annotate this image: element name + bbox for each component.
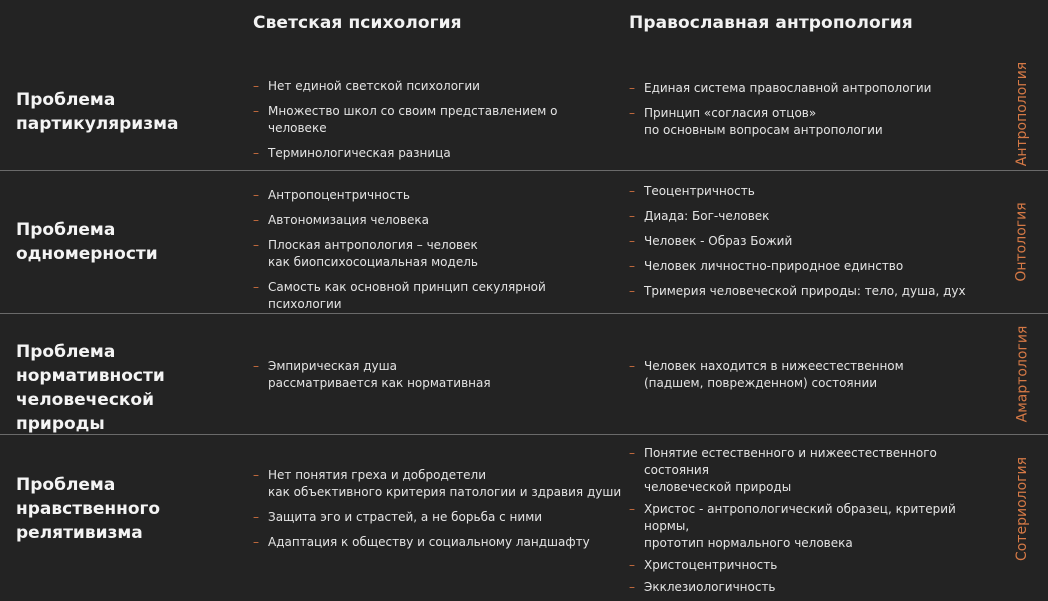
category-label: Антропология (1014, 61, 1031, 167)
list-item: – Эмпирическая душа рассматривается как нормативная (253, 359, 491, 390)
list-item: – Самость как основной принцип секулярной психологии (253, 280, 546, 311)
list-item: – Тримерия человеческой природы: тело, душа, дух (629, 284, 966, 298)
row-normativity (0, 314, 1048, 434)
list-item: – Защита эго и страстей, а не борьба с ними (253, 510, 543, 524)
list-item: – Человек - Образ Божий (629, 234, 793, 248)
problem-title: Проблема одномерности (16, 220, 158, 264)
list-item: – Автономизация человека (253, 213, 429, 227)
list-item: – Множество школ со своим представлением о человеке (253, 104, 558, 135)
problem-title: Проблема нравственного релятивизма (16, 475, 161, 543)
list-item: – Человек находится в нижеестественном (падшем, поврежденном) состоянии (629, 359, 904, 390)
dash-bullet-icon: – (629, 359, 635, 373)
orthodox-list (629, 358, 999, 400)
dash-bullet-icon: – (253, 146, 259, 160)
list-item: – Нет понятия греха и добродетели как объективного критерия патологии и здравия души (253, 468, 622, 499)
list-item: – Антропоцентричность (253, 188, 410, 202)
dash-bullet-icon: – (629, 446, 635, 460)
dash-bullet-icon: – (629, 580, 635, 594)
category-label: Амартология (1014, 325, 1030, 423)
list-item: – Христос - антропологический образец, критерий нормы, прототип нормального человека (629, 502, 956, 550)
dash-bullet-icon: – (629, 209, 635, 223)
list-item: – Человек личностно-природное единство (629, 259, 904, 273)
dash-bullet-icon: – (253, 213, 259, 227)
list-item: – Теоцентричность (629, 184, 755, 198)
column-header-secular: Светская психология (253, 13, 462, 33)
list-item: – Экклезиологичность (629, 580, 776, 594)
row-moral-relativism (0, 435, 1048, 594)
list-item: – Диада: Бог-человек (629, 209, 770, 223)
dash-bullet-icon: – (253, 510, 259, 524)
row-particularism (0, 58, 1048, 170)
list-item: – Единая система православной антропологии (629, 81, 932, 95)
orthodox-list (629, 183, 999, 308)
orthodox-list (629, 80, 999, 147)
dash-bullet-icon: – (629, 502, 635, 516)
row-one-dimensionality (0, 171, 1048, 313)
orthodox-list (629, 445, 1004, 601)
dash-bullet-icon: – (629, 259, 635, 273)
dash-bullet-icon: – (629, 234, 635, 248)
dash-bullet-icon: – (629, 106, 635, 120)
problem-title: Проблема партикуляризма (16, 90, 179, 134)
dash-bullet-icon: – (253, 359, 259, 373)
secular-list (253, 358, 613, 400)
dash-bullet-icon: – (629, 81, 635, 95)
column-header-orthodox: Православная антропология (629, 13, 913, 33)
dash-bullet-icon: – (629, 558, 635, 572)
list-item: – Принцип «согласия отцов» по основным вопросам антропологии (629, 106, 883, 137)
dash-bullet-icon: – (629, 284, 635, 298)
category-label: Онтология (1014, 202, 1031, 282)
dash-bullet-icon: – (253, 79, 259, 93)
dash-bullet-icon: – (253, 468, 259, 482)
dash-bullet-icon: – (253, 238, 259, 252)
secular-list (253, 187, 613, 321)
list-item: – Адаптация к обществу и социальному ландшафту (253, 535, 590, 549)
category-label: Сотериология (1014, 456, 1030, 561)
dash-bullet-icon: – (253, 188, 259, 202)
list-item: – Христоцентричность (629, 558, 778, 572)
list-item: – Понятие естественного и нижеестественного состояния человеческой природы (629, 446, 937, 494)
secular-list (253, 78, 613, 170)
dash-bullet-icon: – (629, 184, 635, 198)
list-item: – Нет единой светской психологии (253, 79, 480, 93)
problem-title: Проблема нормативности человеческой природы (16, 342, 165, 434)
dash-bullet-icon: – (253, 104, 259, 118)
list-item: – Плоская антропология – человек как биопсихосоциальная модель (253, 238, 478, 269)
dash-bullet-icon: – (253, 535, 259, 549)
secular-list (253, 467, 623, 559)
list-item: – Терминологическая разница (253, 146, 451, 160)
dash-bullet-icon: – (253, 280, 259, 294)
